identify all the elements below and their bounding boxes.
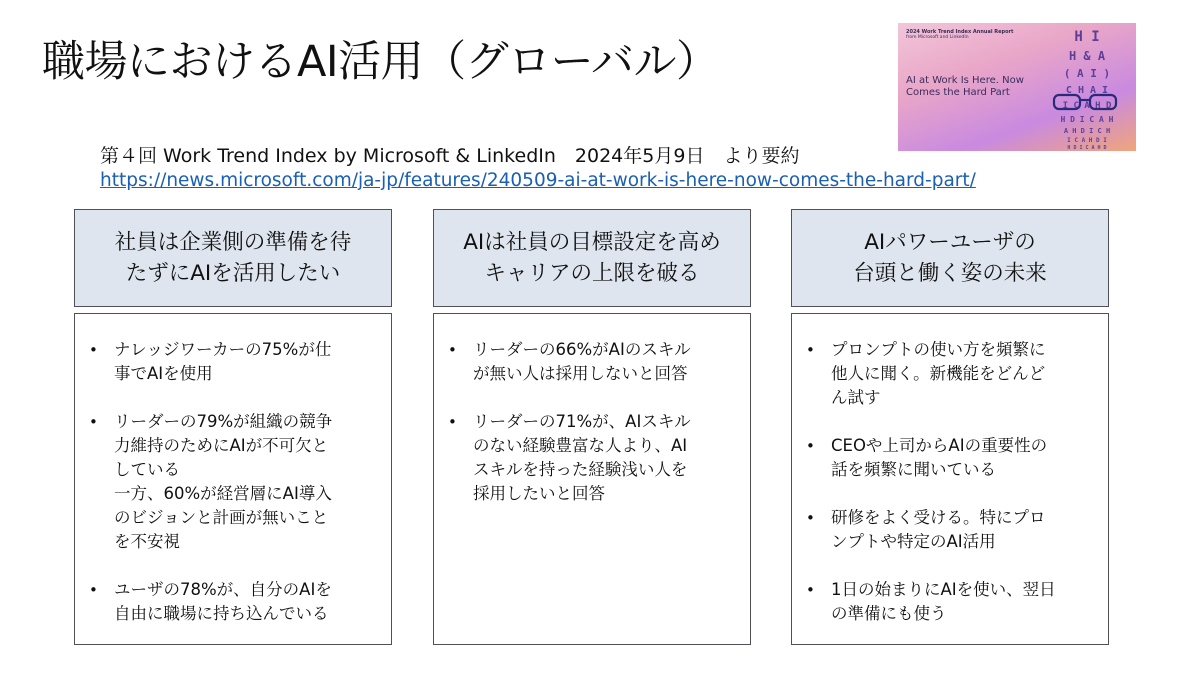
column-header-line: 社員は企業側の準備を待 — [114, 230, 352, 255]
bullet-item — [87, 338, 381, 386]
bullet-line: スキルを持った経験浅い人を — [473, 460, 688, 479]
eye-chart-row: I C A H D — [1062, 101, 1112, 111]
eye-chart-row: C H A I — [1065, 85, 1109, 96]
bullet-line: • プロンプトの使い方を頻繁に — [831, 340, 1046, 359]
column-header-line: AIは社員の目標設定を高め — [463, 230, 721, 255]
source-subtitle: 第４回 Work Trend Index by Microsoft & LinkedIn 2024年5月9日 より要約 — [100, 145, 800, 167]
bullet-item — [87, 410, 381, 554]
bullet-item — [804, 434, 1098, 482]
bullet-line: • ナレッジワーカーの75%が仕 — [114, 340, 332, 359]
cover-headline-line-2: Comes the Hard Part — [906, 87, 1010, 98]
bullet-item — [87, 578, 381, 626]
bullet-line: 他人に聞く。新機能をどんど — [831, 364, 1046, 383]
bullet-line: ンプトや特定のAI活用 — [831, 532, 996, 551]
column-body-power-users — [791, 313, 1109, 645]
bullet-item — [446, 410, 740, 506]
column-header-careers — [433, 209, 751, 307]
eye-chart-row: H I — [1074, 29, 1100, 45]
bullet-list — [446, 338, 740, 506]
column-body-careers — [433, 313, 751, 645]
column-header-power-users — [791, 209, 1109, 307]
eye-chart-row: H D I C A H — [1060, 115, 1114, 124]
cover-report-title: 2024 Work Trend Index Annual Report — [906, 29, 1014, 35]
bullet-item — [804, 338, 1098, 410]
bullet-line: • 研修をよく受ける。特にプロ — [831, 508, 1046, 527]
glasses-icon — [1050, 93, 1120, 111]
bullet-line: 話を頻繁に聞いている — [831, 460, 996, 479]
bullet-line: 事でAIを使用 — [114, 364, 213, 383]
bullet-line: を不安視 — [114, 532, 180, 551]
cover-headline — [906, 75, 1036, 99]
bullet-line: • リーダーの71%が、AIスキル — [473, 412, 691, 431]
eye-chart-graphic — [1038, 27, 1136, 151]
bullet-item — [804, 578, 1098, 626]
bullet-line: 一方、60%が経営層にAI導入 — [114, 484, 332, 503]
eye-chart-row: ( A I ) — [1063, 67, 1111, 80]
bullet-line: が無い人は採用しないと回答 — [473, 364, 688, 383]
column-header-line: AIパワーユーザの — [864, 230, 1036, 255]
bullet-list — [87, 338, 381, 626]
eye-chart-row: H & A — [1068, 49, 1106, 63]
cover-report-subtitle: from Microsoft and LinkedIn — [906, 35, 969, 40]
report-cover-image — [898, 23, 1136, 151]
bullet-line: している — [114, 460, 180, 479]
eye-chart-row: A H D I C H — [1063, 127, 1111, 135]
bullet-line: • 1日の始まりにAIを使い、翌日 — [831, 580, 1056, 599]
source-link[interactable]: https://news.microsoft.com/ja-jp/features/240509-ai-at-work-is-here-now-comes-the-hard-part/ — [100, 170, 976, 191]
page-title: 職場におけるAI活用（グローバル） — [42, 37, 719, 87]
cover-headline-line-1: AI at Work Is Here. Now — [906, 75, 1024, 86]
bullet-line: • CEOや上司からAIの重要性の — [831, 436, 1048, 455]
bullet-line: ん試す — [831, 388, 881, 407]
column-header-line: たずにAIを活用したい — [125, 261, 341, 286]
column-header-employees — [74, 209, 392, 307]
bullet-line: • リーダーの79%が組織の競争 — [114, 412, 333, 431]
eye-chart-row: H D I C A H D — [1067, 145, 1107, 151]
bullet-list — [804, 338, 1098, 626]
bullet-item — [804, 506, 1098, 554]
bullet-line: 力維持のためにAIが不可欠と — [114, 436, 329, 455]
eye-chart-row: I C A H D I — [1067, 137, 1107, 144]
bullet-item — [446, 338, 740, 386]
bullet-line: 自由に職場に持ち込んでいる — [114, 604, 329, 623]
bullet-line: • リーダーの66%がAIのスキル — [473, 340, 691, 359]
bullet-line: のない経験豊富な人より、AI — [473, 436, 688, 455]
column-header-line: 台頭と働く姿の未来 — [853, 261, 1047, 286]
bullet-line: • ユーザの78%が、自分のAIを — [114, 580, 332, 599]
bullet-line: のビジョンと計画が無いこと — [114, 508, 329, 527]
column-header-line: キャリアの上限を破る — [484, 261, 700, 286]
bullet-line: の準備にも使う — [831, 604, 947, 623]
bullet-line: 採用したいと回答 — [473, 484, 605, 503]
column-body-employees — [74, 313, 392, 645]
